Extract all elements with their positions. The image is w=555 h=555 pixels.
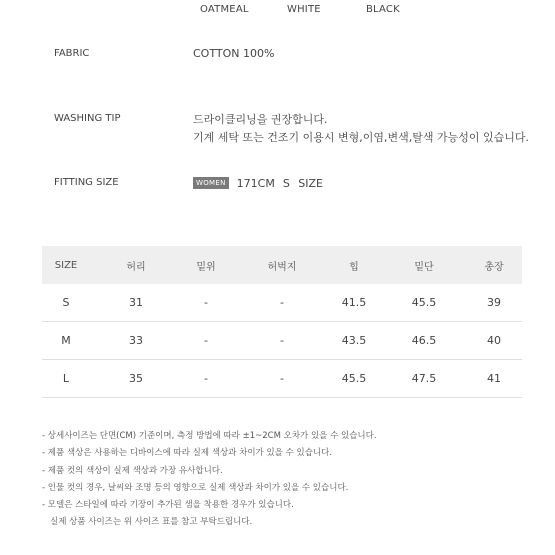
fitting-size-label: FITTING SIZE xyxy=(54,177,119,188)
color-options xyxy=(0,4,555,18)
cell-thigh: - xyxy=(280,334,284,347)
size-table xyxy=(42,246,522,398)
color-black: BLACK xyxy=(366,4,400,15)
color-white: WHITE xyxy=(287,4,321,15)
fabric-label: FABRIC xyxy=(54,48,90,59)
cell-hem: 47.5 xyxy=(411,372,437,385)
header-rise: 밑위 xyxy=(196,261,216,273)
cell-hem: 45.5 xyxy=(411,296,437,309)
size-notes xyxy=(42,428,377,532)
table-row xyxy=(42,322,522,360)
header-length: 총장 xyxy=(484,261,504,273)
note-line: - 인물 컷의 경우, 날씨와 조명 등의 영향으로 실제 색상과 차이가 있을 수 있습니다. xyxy=(42,482,349,493)
fitting-height: 171CM xyxy=(236,176,275,190)
header-hem: 밑단 xyxy=(414,261,434,273)
header-size: SIZE xyxy=(54,259,78,271)
header-hip: 힙 xyxy=(349,261,359,273)
cell-waist: 31 xyxy=(129,296,143,309)
note-line: 실제 상품 사이즈는 위 사이즈 표를 참고 부탁드립니다. xyxy=(50,517,253,528)
washing-tip-text xyxy=(193,111,529,147)
cell-rise: - xyxy=(204,334,208,347)
size-table-header xyxy=(42,246,522,284)
cell-length: 41 xyxy=(487,372,501,385)
fabric-value: COTTON 100% xyxy=(193,47,275,60)
fitting-size-info xyxy=(193,176,323,190)
cell-rise: - xyxy=(204,296,208,309)
cell-thigh: - xyxy=(280,296,284,309)
header-thigh: 허벅지 xyxy=(267,261,297,273)
cell-waist: 33 xyxy=(129,334,143,347)
fitting-size: S SIZE xyxy=(282,176,324,190)
women-badge: WOMEN xyxy=(193,177,229,189)
washing-tip-line: 기계 세탁 또는 건조기 이용시 변형,이염,변색,탈색 가능성이 있습니다. xyxy=(193,131,529,144)
note-line: - 모델은 스타일에 따라 기장이 추가된 샘을 착용한 경우가 있습니다. xyxy=(42,500,294,511)
cell-length: 39 xyxy=(487,296,501,309)
cell-length: 40 xyxy=(487,334,501,347)
cell-hip: 45.5 xyxy=(341,372,367,385)
cell-hip: 43.5 xyxy=(341,334,367,347)
cell-rise: - xyxy=(204,372,208,385)
note-line: - 제품 컷의 색상이 실제 색상과 가장 유사합니다. xyxy=(42,465,223,476)
cell-size: L xyxy=(62,372,70,385)
header-waist: 허리 xyxy=(126,261,146,273)
washing-tip-line: 드라이클리닝을 권장합니다. xyxy=(193,113,328,126)
washing-tip-label: WASHING TIP xyxy=(54,113,121,124)
note-line: - 상세사이즈는 단면(CM) 기준이며, 측정 방법에 따라 ±1~2CM 오차가 있을 수 있습니다. xyxy=(42,431,377,441)
color-oatmeal: OATMEAL xyxy=(200,4,249,15)
table-row xyxy=(42,360,522,398)
note-line: - 제품 색상은 사용하는 디바이스에 따라 실제 색상과 차이가 있을 수 있습니다. xyxy=(42,448,333,459)
cell-hem: 46.5 xyxy=(411,334,437,347)
cell-waist: 35 xyxy=(129,372,143,385)
table-row xyxy=(42,284,522,322)
cell-size: M xyxy=(61,334,71,347)
cell-size: S xyxy=(62,296,70,309)
cell-thigh: - xyxy=(280,372,284,385)
cell-hip: 41.5 xyxy=(341,296,367,309)
